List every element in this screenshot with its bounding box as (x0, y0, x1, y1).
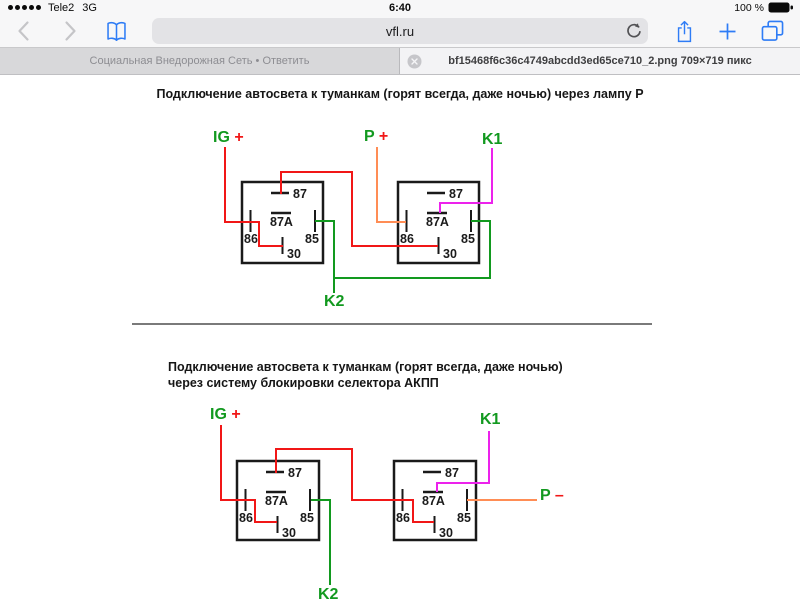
terminal-label: IG + (213, 129, 244, 146)
relay-pin-label: 86 (396, 511, 410, 525)
tab-title: Социальная Внедорожная Сеть • Ответить (89, 55, 310, 67)
terminal-label: K1 (482, 131, 503, 148)
terminal-label: K2 (324, 293, 345, 310)
status-right (734, 0, 794, 15)
tabs-icon (760, 20, 785, 42)
close-icon (407, 54, 422, 69)
green-wire (334, 221, 490, 278)
battery-percent: 100 % (734, 1, 764, 14)
terminal-label: K2 (318, 586, 339, 599)
terminal-label: IG + (210, 406, 241, 423)
carrier-label: Tele2 (48, 1, 75, 14)
orange-wire (377, 147, 406, 222)
new-tab-button[interactable] (718, 22, 737, 41)
relay-pin-label: 85 (457, 511, 471, 525)
battery-icon (768, 2, 794, 13)
tab-image-viewer[interactable] (400, 48, 800, 74)
relay-pin-label: 30 (439, 526, 453, 540)
url-text: vfl.ru (385, 23, 415, 39)
relay-pin-label: 87 (449, 187, 463, 201)
tab-close-button[interactable] (407, 54, 422, 69)
tab-social-network[interactable] (0, 48, 400, 74)
reload-icon (625, 22, 642, 39)
terminal-label: P – (540, 487, 564, 504)
relay-pin-label: 85 (461, 232, 475, 246)
share-button[interactable] (675, 18, 694, 45)
relay-pin-label: 85 (300, 511, 314, 525)
browser-toolbar (0, 15, 800, 48)
relay-pin-label: 87A (426, 215, 449, 229)
tabs-overview-button[interactable] (760, 20, 785, 42)
relay-pin-label: 87A (270, 215, 293, 229)
reload-button[interactable] (625, 22, 642, 39)
chevron-right-icon (60, 20, 80, 42)
relay-pin-label: 30 (443, 247, 457, 261)
relay-pin-label: 30 (287, 247, 301, 261)
terminal-label: P + (364, 128, 389, 145)
relay-pin-label: 87A (422, 494, 445, 508)
network-type-label: 3G (82, 1, 97, 14)
relay-pin-label: 30 (282, 526, 296, 540)
tab-title: bf15468f6c36c4749abcdd3ed65ce710_2.png 709×719 пикс (448, 55, 752, 67)
relay-pin-label: 87 (288, 466, 302, 480)
relay-pin-label: 86 (400, 232, 414, 246)
relay-pin-label: 87 (445, 466, 459, 480)
wiring-diagram-image (0, 75, 800, 599)
diagram2-title-line2: через систему блокировки селектора АКПП (168, 375, 439, 390)
diagram1-title: Подключение автосвета к туманкам (горят всегда, даже ночью) через лампу Р (156, 87, 644, 101)
forward-button[interactable] (60, 20, 80, 42)
book-icon (104, 19, 129, 44)
status-bar (0, 0, 800, 15)
plus-icon (718, 22, 737, 41)
back-button[interactable] (14, 20, 34, 42)
clock: 6:40 (388, 1, 412, 14)
relay-pin-label: 87A (265, 494, 288, 508)
bookmarks-button[interactable] (104, 19, 129, 44)
diagram2-title-line1: Подключение автосвета к туманкам (горят всегда, даже ночью) (168, 360, 563, 374)
terminal-label: K1 (480, 411, 501, 428)
relay-pin-label: 86 (239, 511, 253, 525)
chevron-left-icon (14, 20, 34, 42)
tab-bar (0, 48, 800, 75)
url-field[interactable] (152, 18, 648, 44)
relay-pin-label: 85 (305, 232, 319, 246)
page-content[interactable] (0, 75, 800, 599)
relay-pin-label: 87 (293, 187, 307, 201)
share-icon (675, 18, 694, 45)
magenta-wire (440, 148, 492, 213)
relay-pin-label: 86 (244, 232, 258, 246)
